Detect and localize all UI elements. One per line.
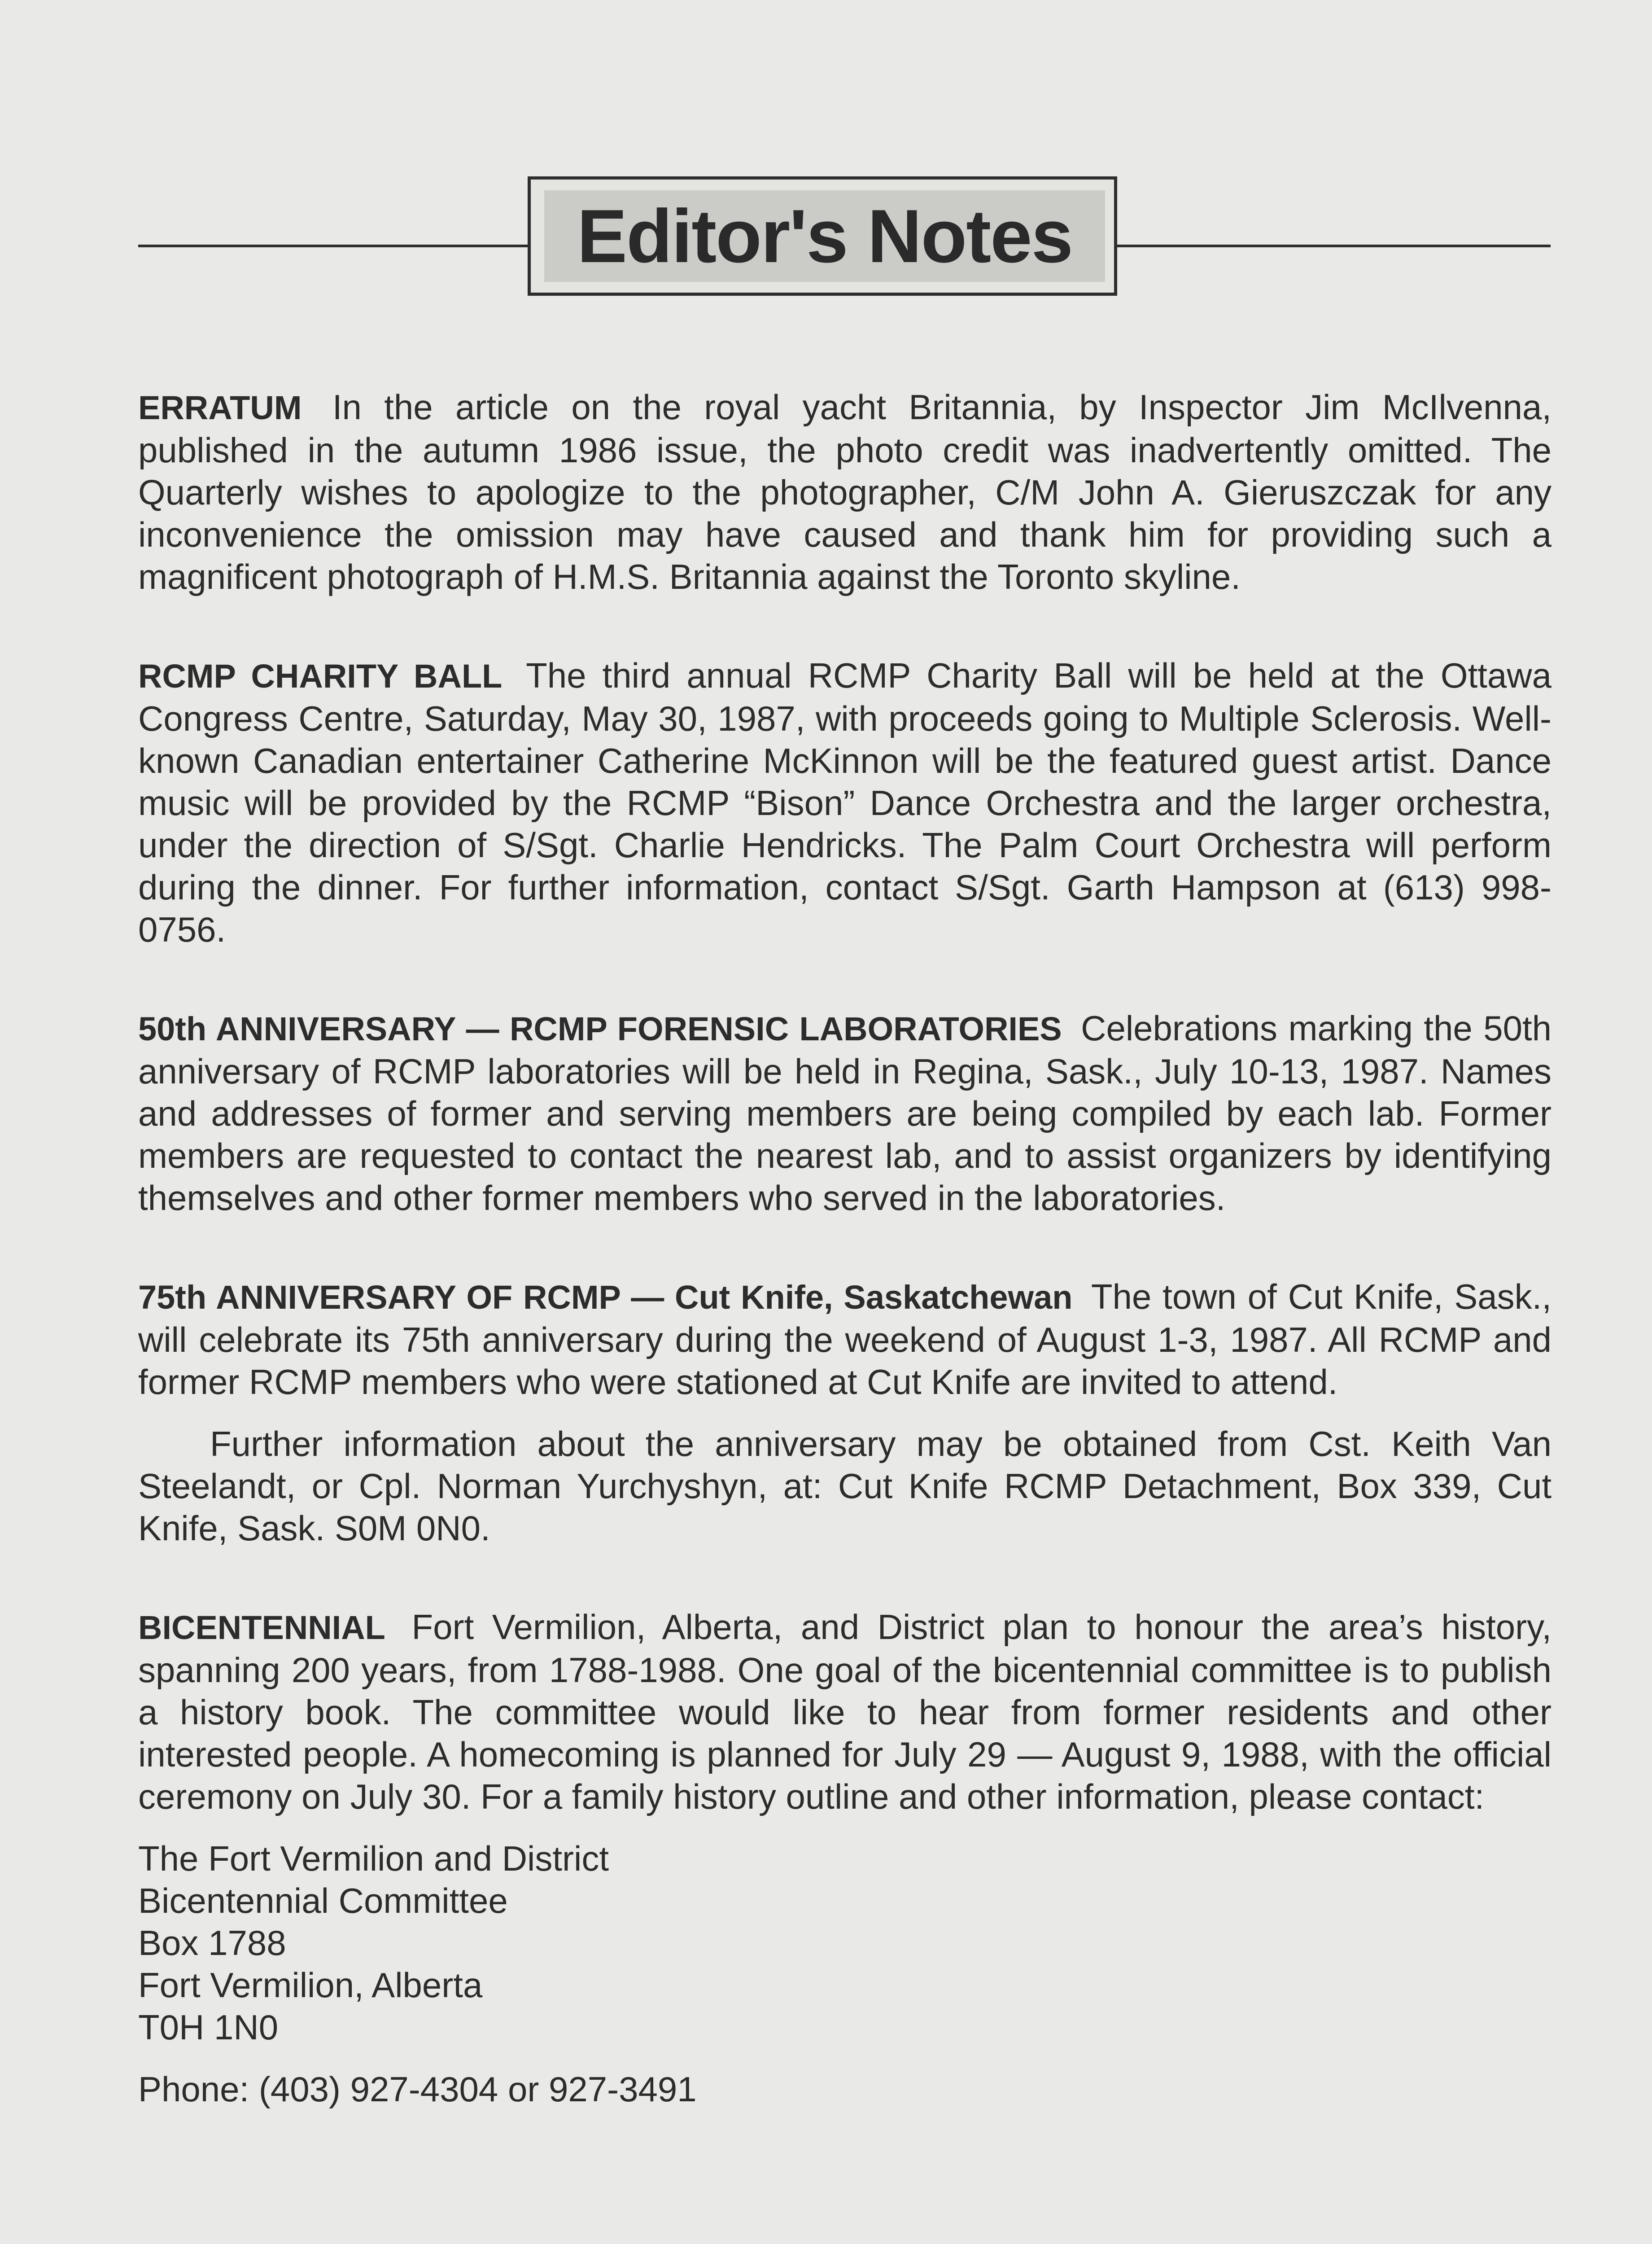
cut-knife-followup: Further information about the anniversary may be obtained from Cst. Keith Van Steelandt, or Cpl. Norman Yurchyshyn, at: Cut Knife RCMP Detachment, Box 339, Cut Knife, Sask. S0M 0N0.: [138, 1424, 1551, 1548]
charity-ball-paragraph: [138, 654, 1551, 951]
forensic-anniversary-text: Celebrations marking the 50th anniversary of RCMP laboratories will be held in Regina, Sask., July 10-13, 1987. Names and addresses of former and serving members are being compiled by each lab. Former members are requested to contact the nearest lab, and to assist organizers by identifying themselves and other former members who served in the laboratories.: [138, 1008, 1552, 1218]
bicentennial-paragraph: [138, 1606, 1551, 1818]
title-box: [528, 176, 1117, 296]
forensic-anniversary-heading: 50th ANNIVERSARY — RCMP FORENSIC LABORATORIES: [138, 1010, 1062, 1047]
page-title: Editor's Notes: [577, 193, 1073, 278]
forensic-anniversary-paragraph: [138, 1007, 1551, 1219]
cut-knife-text: The town of Cut Knife, Sask., will celebrate its 75th anniversary during the weekend of August 1-3, 1987. All RCMP and former RCMP members who were stationed at Cut Knife are invited to attend.: [138, 1277, 1552, 1402]
address-line: Box 1788: [138, 1923, 286, 1963]
address-line: Bicentennial Committee: [138, 1881, 508, 1920]
header-rule-right: [1117, 245, 1551, 247]
bicentennial-text: Fort Vermilion, Alberta, and District plan to honour the area’s history, spanning 200 years, from 1788-1988. One goal of the bicentennial committee is to publish a history book. The committee would like to hear from former residents and other interested people. A homecoming is planned for July 29 — August 9, 1988, with the official ceremony on July 30. For a family history outline and other information, please contact:: [138, 1607, 1552, 1816]
address-line: The Fort Vermilion and District: [138, 1839, 609, 1878]
header-rule-left: [138, 245, 528, 247]
erratum-paragraph: [138, 386, 1551, 598]
erratum-text: In the article on the royal yacht Britannia, by Inspector Jim McIlvenna, published in the autumn 1986 issue, the photo credit was inadvertently omitted. The Quarterly wishes to apologize to the photographer, C/M John A. Gieruszczak for any inconvenience the omission may have caused and thank him for providing such a magnificent photograph of H.M.S. Britannia against the Toronto skyline.: [138, 387, 1551, 596]
charity-ball-heading: RCMP CHARITY BALL: [138, 657, 503, 695]
bicentennial-heading: BICENTENNIAL: [138, 1609, 385, 1646]
charity-ball-text: The third annual RCMP Charity Ball will be held at the Ottawa Congress Centre, Saturday, May 30, 1987, with proceeds going to Multiple Sclerosis. Well-known Canadian entertainer Catherine McKinnon will be the featured guest artist. Dance music will be provided by the RCMP “Bison” Dance Orchestra and the larger orchestra, under the direction of S/Sgt. Charlie Hendricks. The Palm Court Orchestra will perform during the dinner. For further information, contact S/Sgt. Garth Hampson at (613) 998-0756.: [138, 656, 1552, 949]
address-line: Fort Vermilion, Alberta: [138, 1965, 483, 2005]
address-line: T0H 1N0: [138, 2007, 279, 2047]
contact-address: [138, 1837, 1551, 2048]
title-panel: [544, 190, 1105, 282]
cut-knife-heading: 75th ANNIVERSARY OF RCMP — Cut Knife, Saskatchewan: [138, 1279, 1073, 1316]
contact-phone: Phone: (403) 927-4304 or 927-3491: [138, 2069, 697, 2109]
erratum-heading: ERRATUM: [138, 389, 302, 426]
article-body: [138, 386, 1551, 2110]
cut-knife-paragraph: [138, 1275, 1551, 1403]
